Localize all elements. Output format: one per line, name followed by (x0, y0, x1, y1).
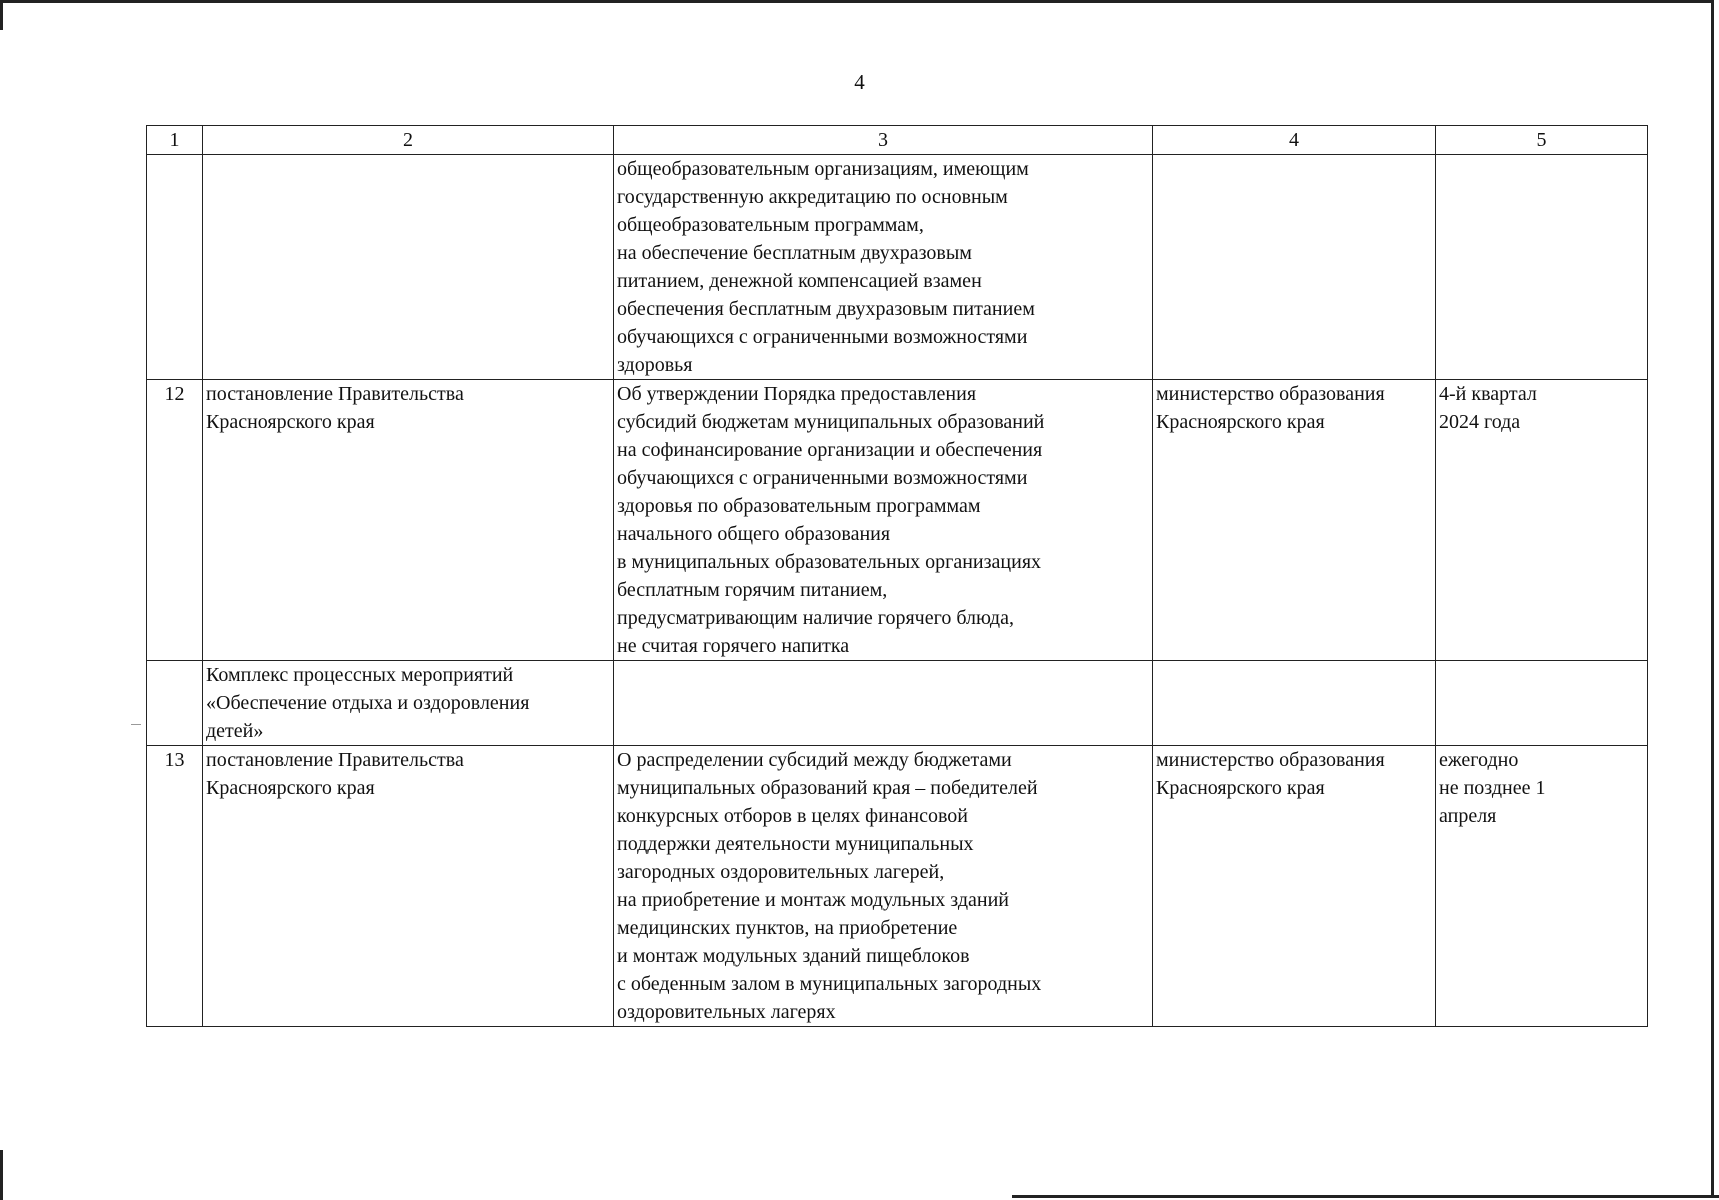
row-deadline: ежегодно не позднее 1 апреля (1436, 746, 1648, 1027)
row-document-type: постановление Правительства Красноярского края (203, 746, 614, 1027)
row-document-type: постановление Правительства Красноярского края (203, 380, 614, 661)
row-document-title: общеобразовательным организациям, имеющим государственную аккредитацию по основным общеобразовательным программам, на обеспечение бесплатным двухразовым питанием, денежной компенсацией взамен обеспечения бесплатным двухразовым питанием обучающихся с ограниченными возможностями здоровья (614, 155, 1153, 380)
header-col-1: 1 (147, 126, 203, 155)
header-col-4: 4 (1153, 126, 1436, 155)
table-row (147, 155, 1648, 380)
table-row-section (147, 661, 1648, 746)
row-responsible: министерство образования Красноярского края (1153, 746, 1436, 1027)
row-number (147, 155, 203, 380)
table-row (147, 746, 1648, 1027)
row-number (147, 661, 203, 746)
table-header-row (147, 126, 1648, 155)
row-document-title (614, 661, 1153, 746)
row-document-title: Об утверждении Порядка предоставления субсидий бюджетам муниципальных образований на софинансирование организации и обеспечения обучающихся с ограниченными возможностями здоровья по образовательным программам начального общего образования в муниципальных образовательных организациях бесплатным горячим питанием, предусматривающим наличие горячего блюда, не считая горячего напитка (614, 380, 1153, 661)
row-deadline: 4-й квартал 2024 года (1436, 380, 1648, 661)
row-responsible: министерство образования Красноярского края (1153, 380, 1436, 661)
scan-edge-mark-bottom (0, 1150, 3, 1200)
section-title: Комплекс процессных мероприятий «Обеспечение отдыха и оздоровления детей» (203, 661, 614, 746)
scan-edge-mark-top (0, 0, 3, 30)
margin-mark (131, 724, 141, 725)
header-col-3: 3 (614, 126, 1153, 155)
document-table (146, 125, 1648, 1027)
row-number: 12 (147, 380, 203, 661)
row-document-type (203, 155, 614, 380)
row-number: 13 (147, 746, 203, 1027)
row-responsible (1153, 155, 1436, 380)
header-col-2: 2 (203, 126, 614, 155)
table-row (147, 380, 1648, 661)
header-col-5: 5 (1436, 126, 1648, 155)
row-document-title: О распределении субсидий между бюджетами муниципальных образований края – победителей конкурсных отборов в целях финансовой поддержки деятельности муниципальных загородных оздоровительных лагерей, на приобретение и монтаж модульных зданий медицинских пунктов, на приобретение и монтаж модульных зданий пищеблоков с обеденным залом в муниципальных загородных оздоровительных лагерях (614, 746, 1153, 1027)
row-deadline (1436, 661, 1648, 746)
row-deadline (1436, 155, 1648, 380)
scan-bottom-line (1012, 1195, 1719, 1198)
page-number: 4 (854, 70, 865, 94)
row-responsible (1153, 661, 1436, 746)
